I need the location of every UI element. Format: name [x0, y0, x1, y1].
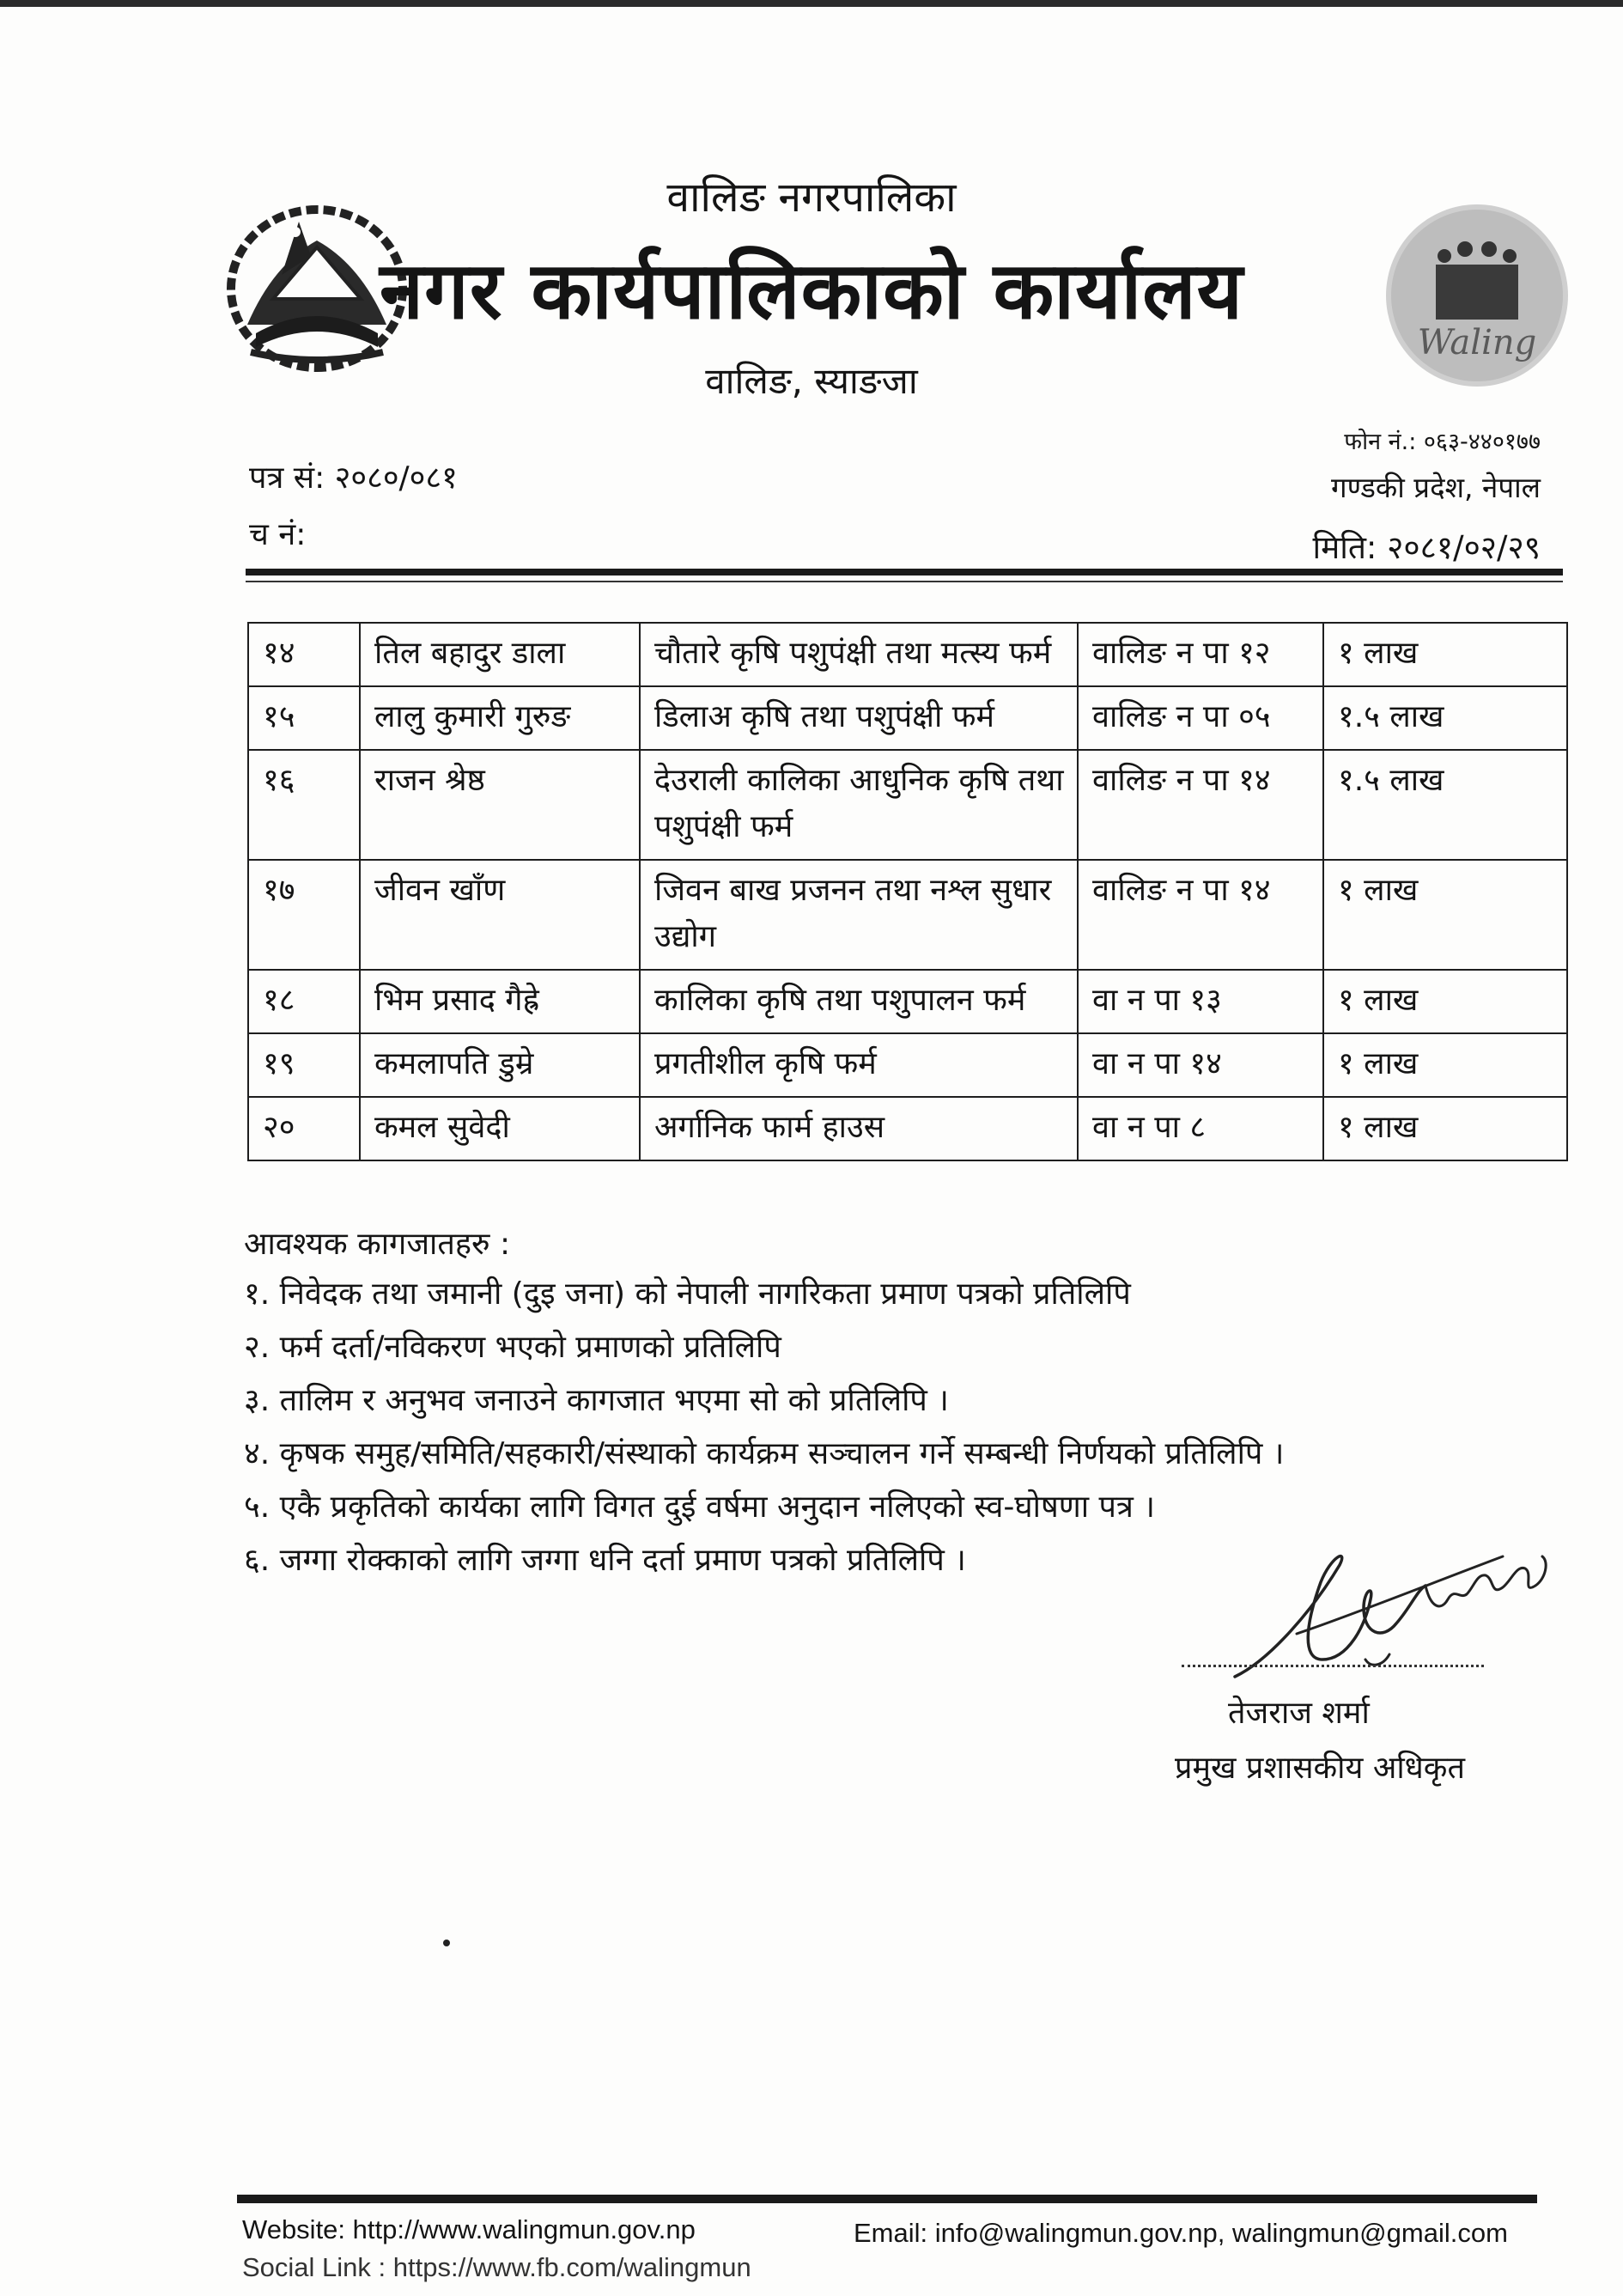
cell-serial: १६ [248, 750, 360, 860]
cell-name: कमल सुवेदी [360, 1097, 640, 1160]
letter-number: पत्र सं: २०८०/०८१ [249, 460, 458, 496]
office-title: नगर कार्यपालिकाको कार्यालय [379, 245, 1244, 337]
cell-amount: १ लाख [1323, 623, 1567, 686]
cell-address: वालिङ न पा १४ [1078, 860, 1323, 970]
cell-name: लालु कुमारी गुरुङ [360, 686, 640, 750]
requirements-heading: आवश्यक कागजातहरु : [244, 1227, 511, 1262]
cell-address: वालिङ न पा १२ [1078, 623, 1323, 686]
cell-name: तिल बहादुर डाला [360, 623, 640, 686]
cell-amount: १ लाख [1323, 1097, 1567, 1160]
cell-amount: १.५ लाख [1323, 686, 1567, 750]
header-divider [246, 569, 1563, 576]
list-item: ५. एकै प्रकृतिको कार्यका लागि विगत दुई वर्षमा अनुदान नलिएको स्व-घोषणा पत्र । [244, 1489, 1155, 1525]
cell-firm: अर्गानिक फार्म हाउस [640, 1097, 1078, 1160]
signature-line [1182, 1665, 1484, 1667]
cell-amount: १ लाख [1323, 860, 1567, 970]
footer-divider [237, 2195, 1537, 2203]
cell-name: जीवन खाँण [360, 860, 640, 970]
handwritten-signature [1219, 1531, 1563, 1694]
list-item: ३. तालिम र अनुभव जनाउने कागजात भएमा सो को प्रतिलिपि । [244, 1383, 949, 1418]
scan-edge [0, 0, 1623, 7]
cell-name: कमलापति डुम्रे [360, 1033, 640, 1097]
letter-date: मिति: २०८१/०२/२९ [1312, 529, 1541, 566]
table-row [248, 686, 1567, 750]
footer-website: Website: http://www.walingmun.gov.np [242, 2214, 696, 2244]
cell-firm: जिवन बाख प्रजनन तथा नश्ल सुधार उद्योग [640, 860, 1078, 970]
requirements-list [244, 1268, 1284, 1587]
cell-firm: कालिका कृषि तथा पशुपालन फर्म [640, 970, 1078, 1033]
cell-firm: देउराली कालिका आधुनिक कृषि तथा पशुपंक्षी फर्म [640, 750, 1078, 860]
cell-amount: १.५ लाख [1323, 750, 1567, 860]
signatory-name: तेजराज शर्मा [1228, 1696, 1370, 1731]
cell-address: वा न पा ८ [1078, 1097, 1323, 1160]
list-item: १. निवेदक तथा जमानी (दुइ जना) को नेपाली नागरिकता प्रमाण पत्रको प्रतिलिपि [244, 1276, 1131, 1312]
beneficiary-table [247, 622, 1568, 1161]
cell-serial: १५ [248, 686, 360, 750]
cell-serial: २० [248, 1097, 360, 1160]
signatory-title: प्रमुख प्रशासकीय अधिकृत [1175, 1751, 1465, 1786]
cell-address: वालिङ न पा ०५ [1078, 686, 1323, 750]
municipality-name: वालिङ नगरपालिका [666, 174, 957, 222]
footer-email: Email: info@walingmun.gov.np, walingmun@gmail.com [854, 2218, 1508, 2248]
list-item: ६. जग्गा रोक्काको लागि जग्गा धनि दर्ता प्रमाण पत्रको प्रतिलिपि । [244, 1543, 966, 1578]
table-row [248, 750, 1567, 860]
cell-firm: चौतारे कृषि पशुपंक्षी तथा मत्स्य फर्म [640, 623, 1078, 686]
cell-firm: प्रगतीशील कृषि फर्म [640, 1033, 1078, 1097]
cell-name: राजन श्रेष्ठ [360, 750, 640, 860]
table-row [248, 623, 1567, 686]
svg-text:Waling: Waling [1417, 323, 1537, 362]
table-row [248, 1033, 1567, 1097]
dispatch-number: च नं: [249, 517, 307, 552]
cell-address: वा न पा १४ [1078, 1033, 1323, 1097]
list-item: २. फर्म दर्ता/नविकरण भएको प्रमाणको प्रतिलिपि [244, 1330, 781, 1365]
cell-serial: १८ [248, 970, 360, 1033]
cell-name: भिम प्रसाद गैह्रे [360, 970, 640, 1033]
cell-serial: १७ [248, 860, 360, 970]
office-location: वालिङ, स्याङजा [705, 360, 918, 402]
table-row [248, 860, 1567, 970]
cell-address: वा न पा १३ [1078, 970, 1323, 1033]
cell-serial: १९ [248, 1033, 360, 1097]
cell-serial: १४ [248, 623, 360, 686]
header-divider-thin [246, 581, 1563, 582]
cell-amount: १ लाख [1323, 1033, 1567, 1097]
table-row [248, 970, 1567, 1033]
cell-amount: १ लाख [1323, 970, 1567, 1033]
scan-speck [443, 1940, 450, 1946]
footer-social-link: Social Link : https://www.fb.com/walingmun [242, 2252, 751, 2282]
cell-address: वालिङ न पा १४ [1078, 750, 1323, 860]
list-item: ४. कृषक समुह/समिति/सहकारी/संस्थाको कार्यक्रम सञ्चालन गर्ने सम्बन्धी निर्णयको प्रतिलिपि । [244, 1436, 1285, 1471]
cell-firm: डिलाअ कृषि तथा पशुपंक्षी फर्म [640, 686, 1078, 750]
province-address: गण्डकी प्रदेश, नेपाल [1331, 471, 1541, 504]
table-row [248, 1097, 1567, 1160]
phone-number: फोन नं.: ०६३-४४०१७७ [1344, 429, 1541, 455]
